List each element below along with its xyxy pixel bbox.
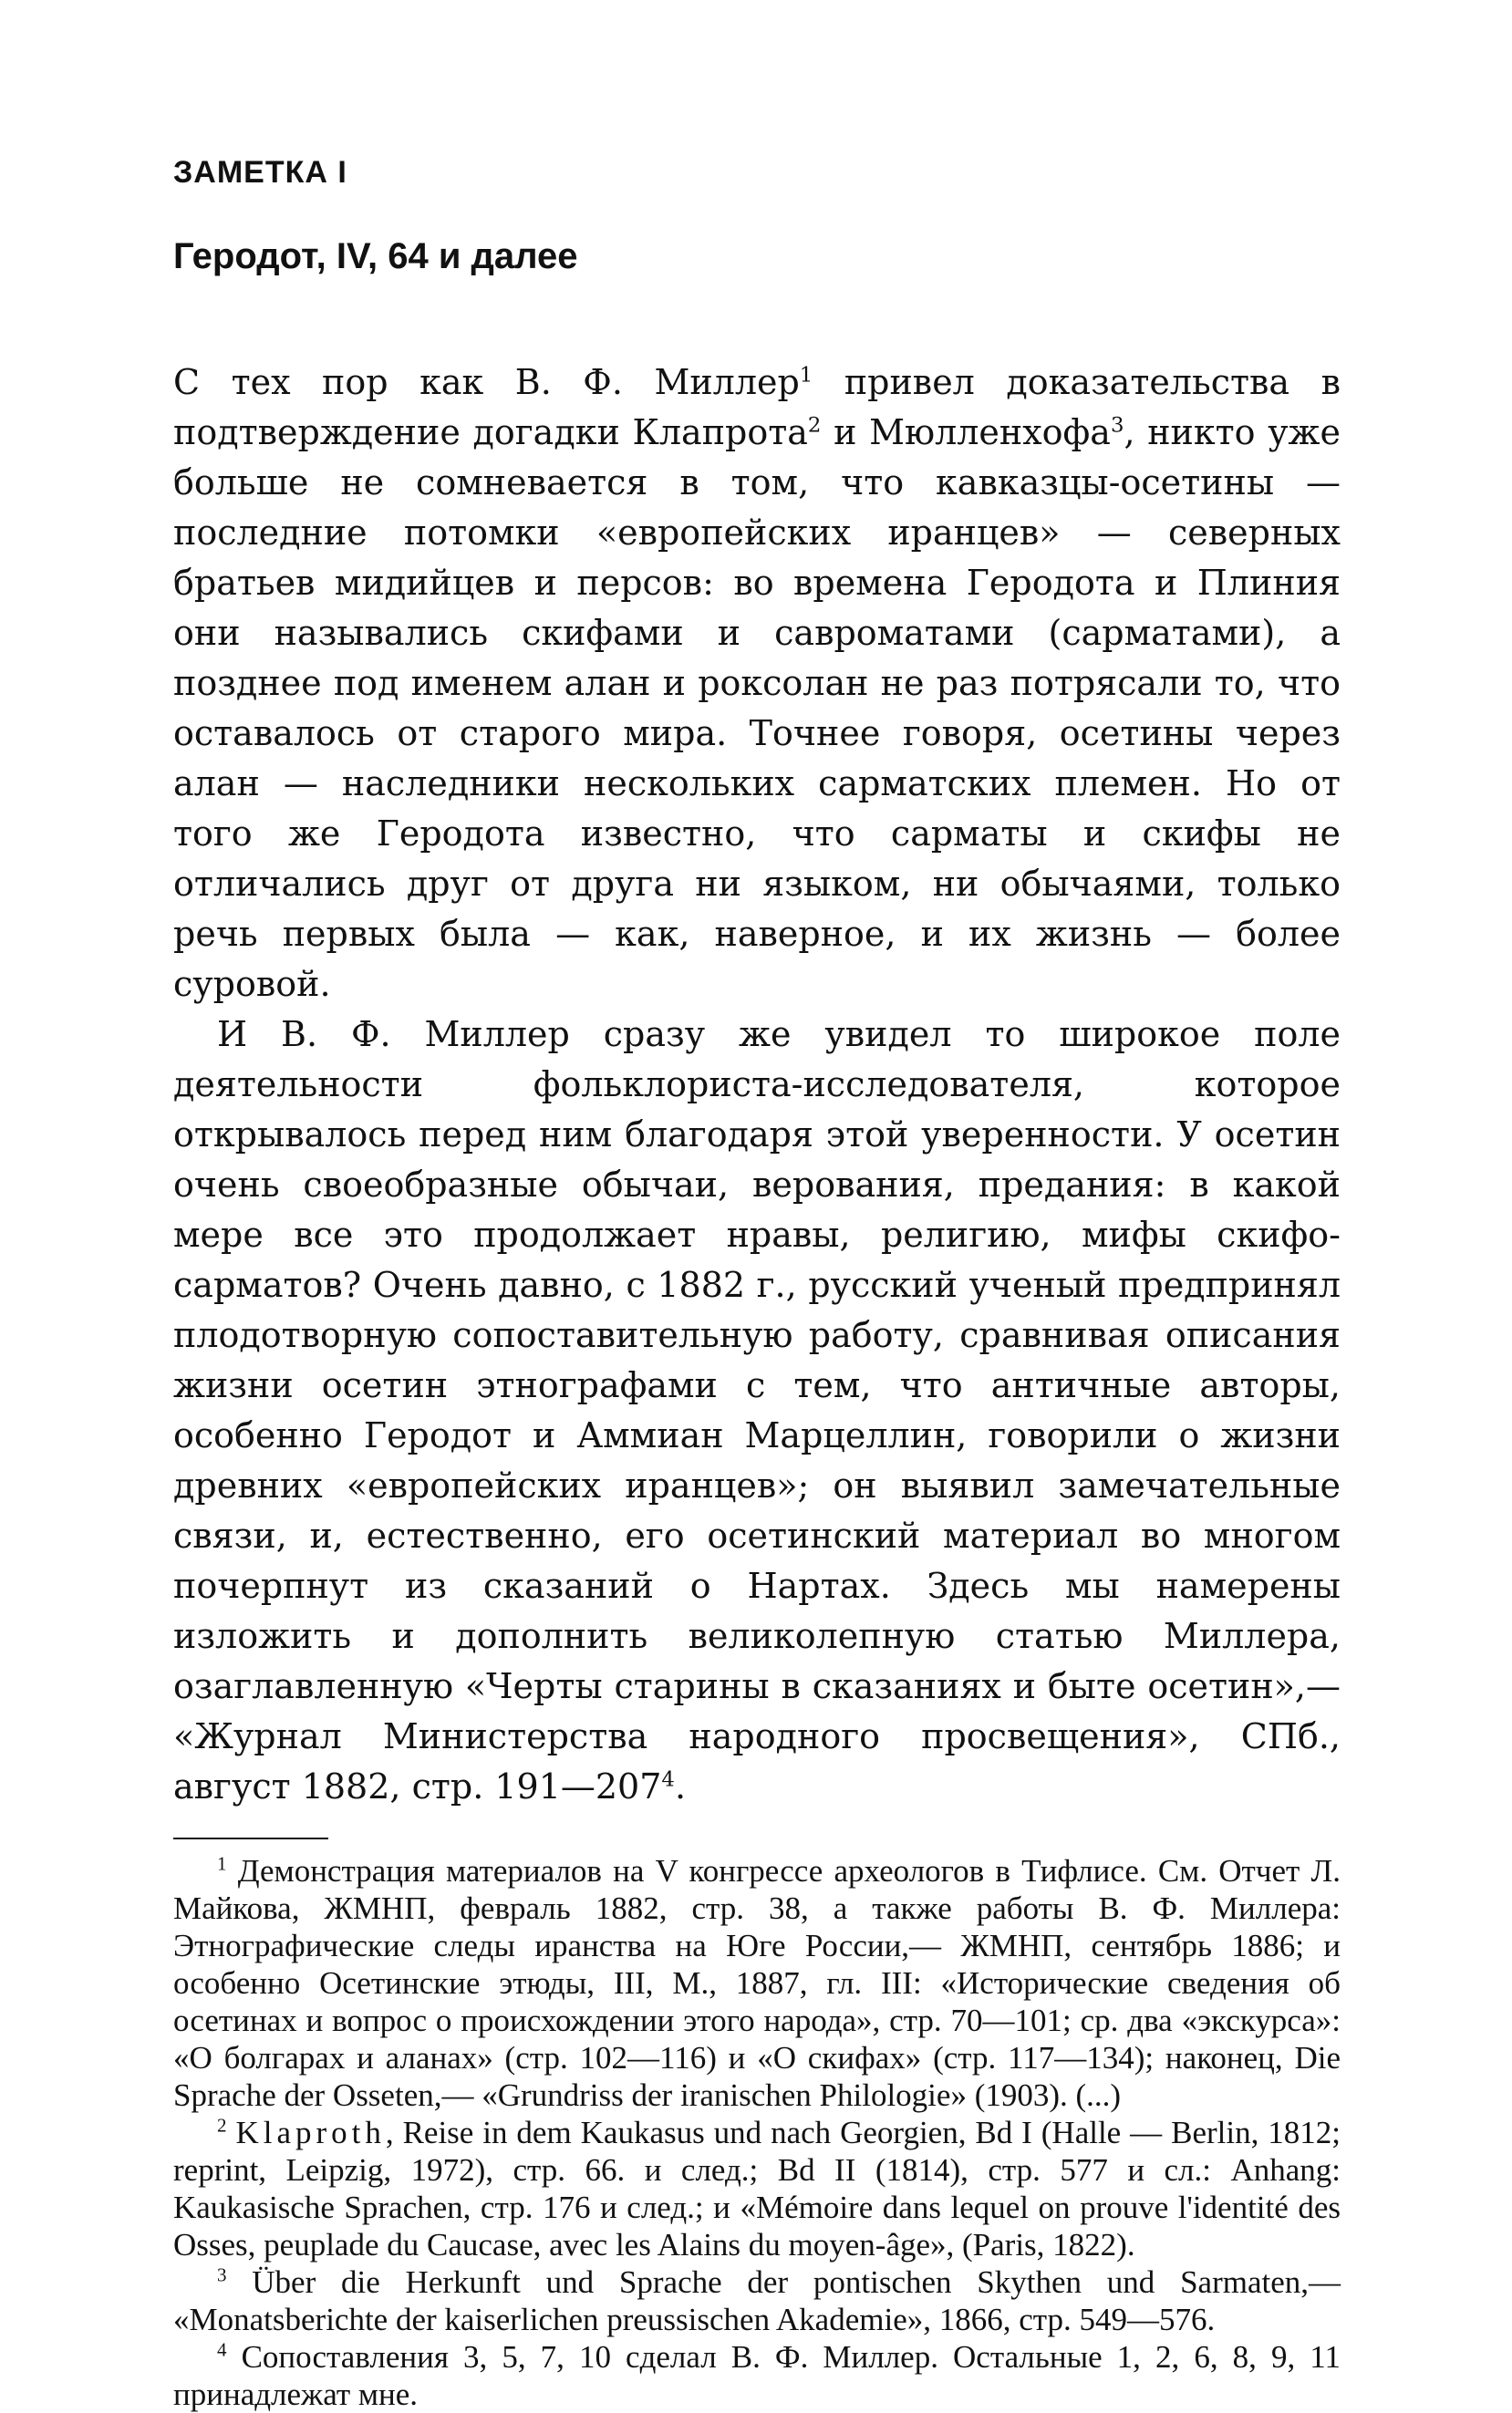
footnote-3-text: Über die Herkunft und Sprache der pontischen Skythen und Sarmaten,— «Monatsberichte der kaiserlichen preussischen Akademie», 1866, стр. 549—576. bbox=[173, 2264, 1341, 2337]
footnote-1-text: Демонстрация материалов на V конгрессе археологов в Тифлисе. См. Отчет Л. Майкова, ЖМНП, февраль 1882, стр. 38, а также работы В. Ф. Миллера: Этнографические следы иранства на Юге России,— ЖМНП, сентябрь 1886; и особенно Осетинские этюды, III, М., 1887, гл. III: «Исторические сведения об осетинах и вопрос о происхождении этого народа», стр. 70—101; ср. два «экскурса»: «О болгарах и аланах» (стр. 102—116) и «О скифах» (стр. 117—134); наконец, Die Sprache der Osseten,— «Grundriss der iranischen Philologie» (1903). (...) bbox=[173, 1853, 1341, 2113]
footnote-divider bbox=[173, 1838, 328, 1839]
footnote-3-number: 3 bbox=[217, 2263, 227, 2286]
footnote-ref-3[interactable]: 3 bbox=[1110, 413, 1124, 438]
footnote-ref-1[interactable]: 1 bbox=[799, 363, 813, 388]
footnote-2-author: Klaproth bbox=[235, 2115, 386, 2150]
p1-text-4: , никто уже больше не сомневается в том, что кавказцы-осетины — последние потомки «европейских иранцев» — северных братьев мидийцев и персов: во времена Геродота и Плиния они назывались скифами и савроматами (сарматами), а позднее под именем алан и роксолан не раз потрясали то, что оставалось от старого мира. Точнее говоря, осетины через алан — наследники нескольких сарматских племен. Но от того же Геродота известно, что сарматы и скифы не отличались друг от друга ни языком, ни обычаями, только речь первых была — как, наверное, и их жизнь — более суровой. bbox=[173, 412, 1341, 1004]
note-label: ЗАМЕТКА I bbox=[173, 155, 347, 190]
footnote-3 bbox=[173, 2263, 1341, 2338]
chapter-title: Геродот, IV, 64 и далее bbox=[173, 236, 578, 276]
p2-text-2: . bbox=[674, 1766, 687, 1807]
footnote-4 bbox=[173, 2338, 1341, 2413]
footnote-1-number: 1 bbox=[217, 1852, 227, 1875]
p1-text-3: и Мюлленхофа bbox=[821, 412, 1111, 452]
footnote-1 bbox=[173, 1852, 1341, 2114]
body-paragraph-1 bbox=[173, 357, 1341, 1010]
footnote-4-text: Сопоставления 3, 5, 7, 10 сделал В. Ф. Миллер. Остальные 1, 2, 6, 8, 9, 11 принадлежат мне. bbox=[173, 2339, 1341, 2412]
p1-text-1: С тех пор как В. Ф. Миллер bbox=[173, 362, 800, 402]
p2-text-1: И В. Ф. Миллер сразу же увидел то широкое поле деятельности фольклориста-исследователя, которое открывалось перед ним благодаря этой уверенности. У осетин очень своеобразные обычаи, верования, предания: в какой мере все это продолжает нравы, религию, мифы скифо-сарматов? Очень давно, с 1882 г., русский ученый предпринял плодотворную сопоставительную работу, сравнивая описания жизни осетин этнографами с тем, что античные авторы, особенно Геродот и Аммиан Марцеллин, говорили о жизни древних «европейских иранцев»; он выявил замечательные связи, и, естественно, его осетинский материал во многом почерпнут из сказаний о Нартах. Здесь мы намерены изложить и дополнить великолепную статью Миллера, озаглавленную «Черты старины в сказаниях и быте осетин»,— «Журнал Министерства народного просвещения», СПб., август 1882, стр. 191—207 bbox=[173, 1014, 1341, 1807]
footnote-2-text: , Reise in dem Kaukasus und nach Georgien, Bd I (Halle — Berlin, 1812; reprint, Leipzig, 1972), стр. 66. и след.; Bd II (1814), стр. 577 и сл.: Anhang: Kaukasische Sprachen, стр. 176 и след.; и «Mémoire dans lequel on prouve l'identité des Osses, peuplade du Caucase, avec les Alains du moyen-âge», (Paris, 1822). bbox=[173, 2115, 1341, 2263]
page bbox=[173, 137, 1341, 2413]
body-paragraph-2 bbox=[173, 1010, 1341, 1812]
footnote-2 bbox=[173, 2114, 1341, 2263]
footnote-4-number: 4 bbox=[217, 2338, 227, 2361]
footnote-2-number: 2 bbox=[217, 2114, 227, 2137]
footnote-ref-4[interactable]: 4 bbox=[661, 1767, 675, 1792]
footnote-ref-2[interactable]: 2 bbox=[807, 413, 822, 438]
p1-text-2: привел доказательства в подтверждение догадки Клапрота bbox=[173, 362, 1341, 452]
